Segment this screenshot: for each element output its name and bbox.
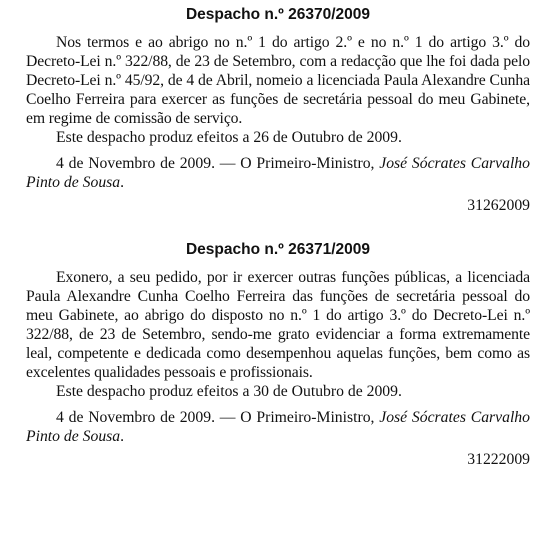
despacho-26370 <box>26 0 530 215</box>
despacho-code: 31262009 <box>467 197 530 214</box>
despacho-26371 <box>26 240 530 469</box>
signature-prefix: 4 de Novembro de 2009. — O Primeiro-Ministro, <box>56 155 380 172</box>
despacho-body: Nos termos e ao abrigo no n.º 1 do artigo 2.º e no n.º 1 do artigo 3.º do Decreto-Lei n.º 322/88, de 23 de Setembro, com a redacção que lhe foi dada pelo Decreto-Lei n.º 45/92, de 4 de Abril, nomeio a licenciada Paula Alexandre Cunha Coelho Ferreira para exercer as funções de secretária pessoal do meu Gabinete, em regime de comissão de serviço. <box>26 34 530 127</box>
document-page <box>26 0 530 469</box>
signature-suffix: . <box>120 428 125 445</box>
despacho-effects: Este despacho produz efeitos a 30 de Outubro de 2009. <box>56 383 402 400</box>
signature-prefix: 4 de Novembro de 2009. — O Primeiro-Ministro, <box>56 409 380 426</box>
signature-name: José Sócrates Carvalho Pinto de Sousa <box>26 409 530 445</box>
signature-name: José Sócrates Carvalho Pinto de Sousa <box>26 155 530 191</box>
despacho-effects: Este despacho produz efeitos a 26 de Outubro de 2009. <box>56 129 402 146</box>
despacho-signature <box>26 408 530 446</box>
despacho-title: Despacho n.º 26370/2009 <box>185 6 371 23</box>
despacho-signature <box>26 154 530 192</box>
despacho-title: Despacho n.º 26371/2009 <box>185 241 371 258</box>
despacho-code: 31222009 <box>467 451 530 468</box>
signature-suffix: . <box>120 174 125 191</box>
despacho-body: Exonero, a seu pedido, por ir exercer outras funções públicas, a licenciada Paula Alexandre Cunha Coelho Ferreira das funções de secretária pessoal do meu Gabinete, ao abrigo do disposto no n.º 1 do artigo 3.º do Decreto-Lei n.º 322/88, de 23 de Setembro, sendo-me grato evidenciar a forma extremamente leal, competente e dedicada como desempenhou aquelas funções, bem como as excelentes qualidades pessoais e profissionais. <box>26 269 530 381</box>
